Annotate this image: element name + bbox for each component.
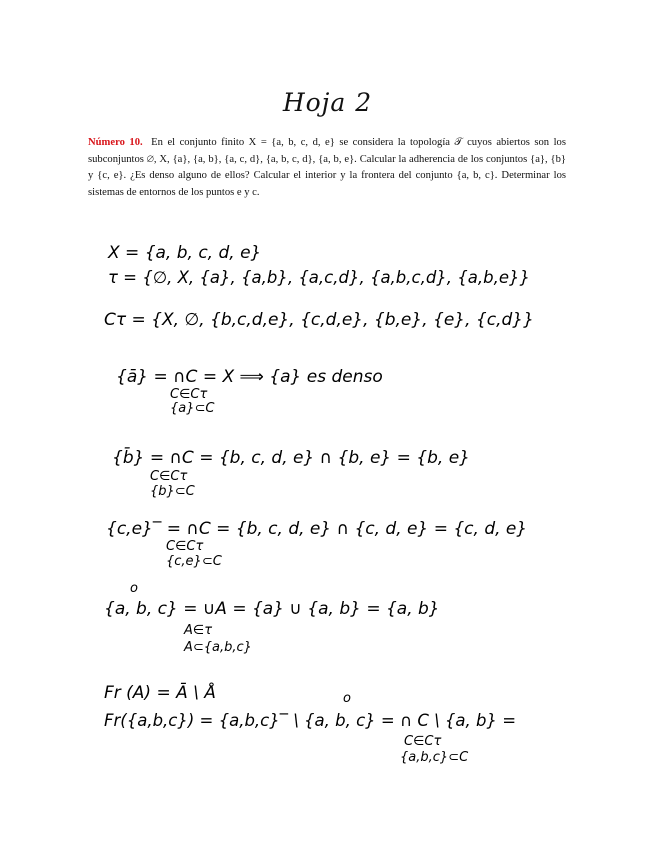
interior-index-1: A∈τ <box>184 623 213 638</box>
interior-index-2: A⊂{a,b,c} <box>184 640 252 655</box>
set-x-definition: X = {a, b, c, d, e} <box>108 243 262 263</box>
frontier-definition: Fr (A) = Ā \ Å <box>104 683 216 703</box>
topology-definition: τ = {∅, X, {a}, {a,b}, {a,c,d}, {a,b,c,d}, {a,b,e}} <box>108 268 531 287</box>
page-title: Hoja 2 <box>282 88 373 117</box>
closure-b-line: {b̄} = ∩C = {b, c, d, e} ∩ {b, e} = {b, e} <box>112 448 470 468</box>
frontier-line: Fr({a,b,c}) = {a,b,c}‾ \ {a, b, c} = ∩ C \ {a, b} = <box>104 711 517 730</box>
problem-text: En el conjunto finito X = {a, b, c, d, e} se considera la topología 𝒯 cuyos abiertos son los subconjuntos ∅, X, {a}, {a, b}, {a, c, d}, {a, b, c, d}, {a, b, e}. Calcular la adherencia de los conjuntos {a}, {b} y {c, e}. ¿Es denso alguno de ellos? Calcular el interior y la frontera del conjunto {a, b, c}. Determinar los sistemas de entornos de los puntos e y c. <box>88 137 566 198</box>
closure-ce-index-1: C∈Cτ <box>166 539 204 554</box>
problem-statement <box>88 135 566 201</box>
closure-ce-line: {c,e}‾ = ∩C = {b, c, d, e} ∩ {c, d, e} = {c, d, e} <box>106 519 528 539</box>
frontier-index-2: {a,b,c}⊂C <box>400 750 469 765</box>
interior-mark: o <box>130 581 138 596</box>
closure-a-index-1: C∈Cτ <box>170 387 208 402</box>
closure-ce-index-2: {c,e}⊂C <box>166 554 222 569</box>
interior-line: {a, b, c} = ∪A = {a} ∪ {a, b} = {a, b} <box>104 599 440 619</box>
problem-number: Número 10. <box>88 137 143 148</box>
closure-a-index-2: {a}⊂C <box>170 401 215 416</box>
frontier-index-1: C∈Cτ <box>404 734 442 749</box>
closure-a-line: {ā} = ∩C = X ⟹ {a} es denso <box>116 367 383 387</box>
closure-b-index-2: {b}⊂C <box>150 484 195 499</box>
frontier-interior-mark: o <box>343 691 351 706</box>
closed-sets-definition: Cτ = {X, ∅, {b,c,d,e}, {c,d,e}, {b,e}, {e}, {c,d}} <box>104 310 534 330</box>
closure-b-index-1: C∈Cτ <box>150 469 188 484</box>
